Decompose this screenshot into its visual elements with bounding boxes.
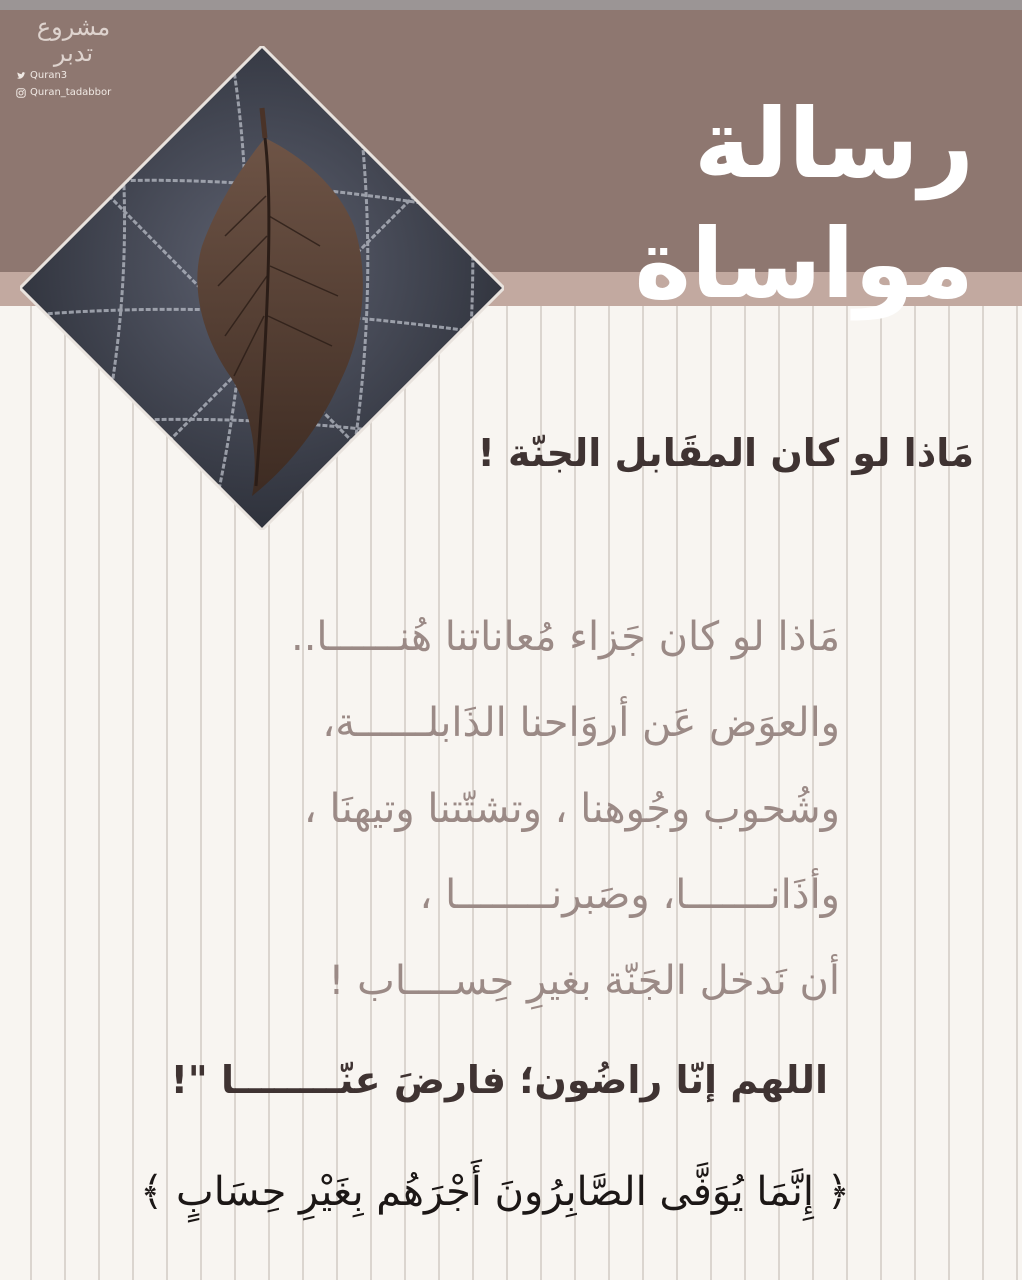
poem-line: والعوَض عَن أروَاحنا الذَابلــــــة، (322, 700, 840, 746)
prayer-line: اللهم إنّا راضُون؛ فارضَ عنّــــــــا "! (170, 1058, 828, 1102)
top-strip (0, 0, 1022, 10)
twitter-handle-label: Quran3 (30, 70, 68, 81)
logo-calligraphy: مشروع تدبر (36, 13, 111, 67)
instagram-handle-label: Quran_tadabbor (30, 87, 112, 98)
poem-line: أن نَدخل الجَنّة بغيرِ حِســــاب ! (328, 958, 840, 1004)
poem-block (180, 594, 840, 1024)
poem-line: مَاذا لو كان جَزاء مُعاناتنا هُنــــــا.. (290, 614, 840, 660)
poem-line: وأذَانـــــــا، وصَبرنــــــــا ، (419, 872, 840, 918)
page-title: رسالة مواساة (634, 88, 974, 320)
heading-question: مَاذا لو كان المقَابل الجنّة ! (477, 431, 974, 475)
quran-verse: ﴿ إِنَّمَا يُوَفَّى الصَّابِرُونَ أَجْرَهُم بِغَيْرِ حِسَابٍ ﴾ (139, 1169, 851, 1215)
poem-line: وشُحوب وجُوهنا ، وتشتّتنا وتيهنَا ، (303, 786, 840, 832)
